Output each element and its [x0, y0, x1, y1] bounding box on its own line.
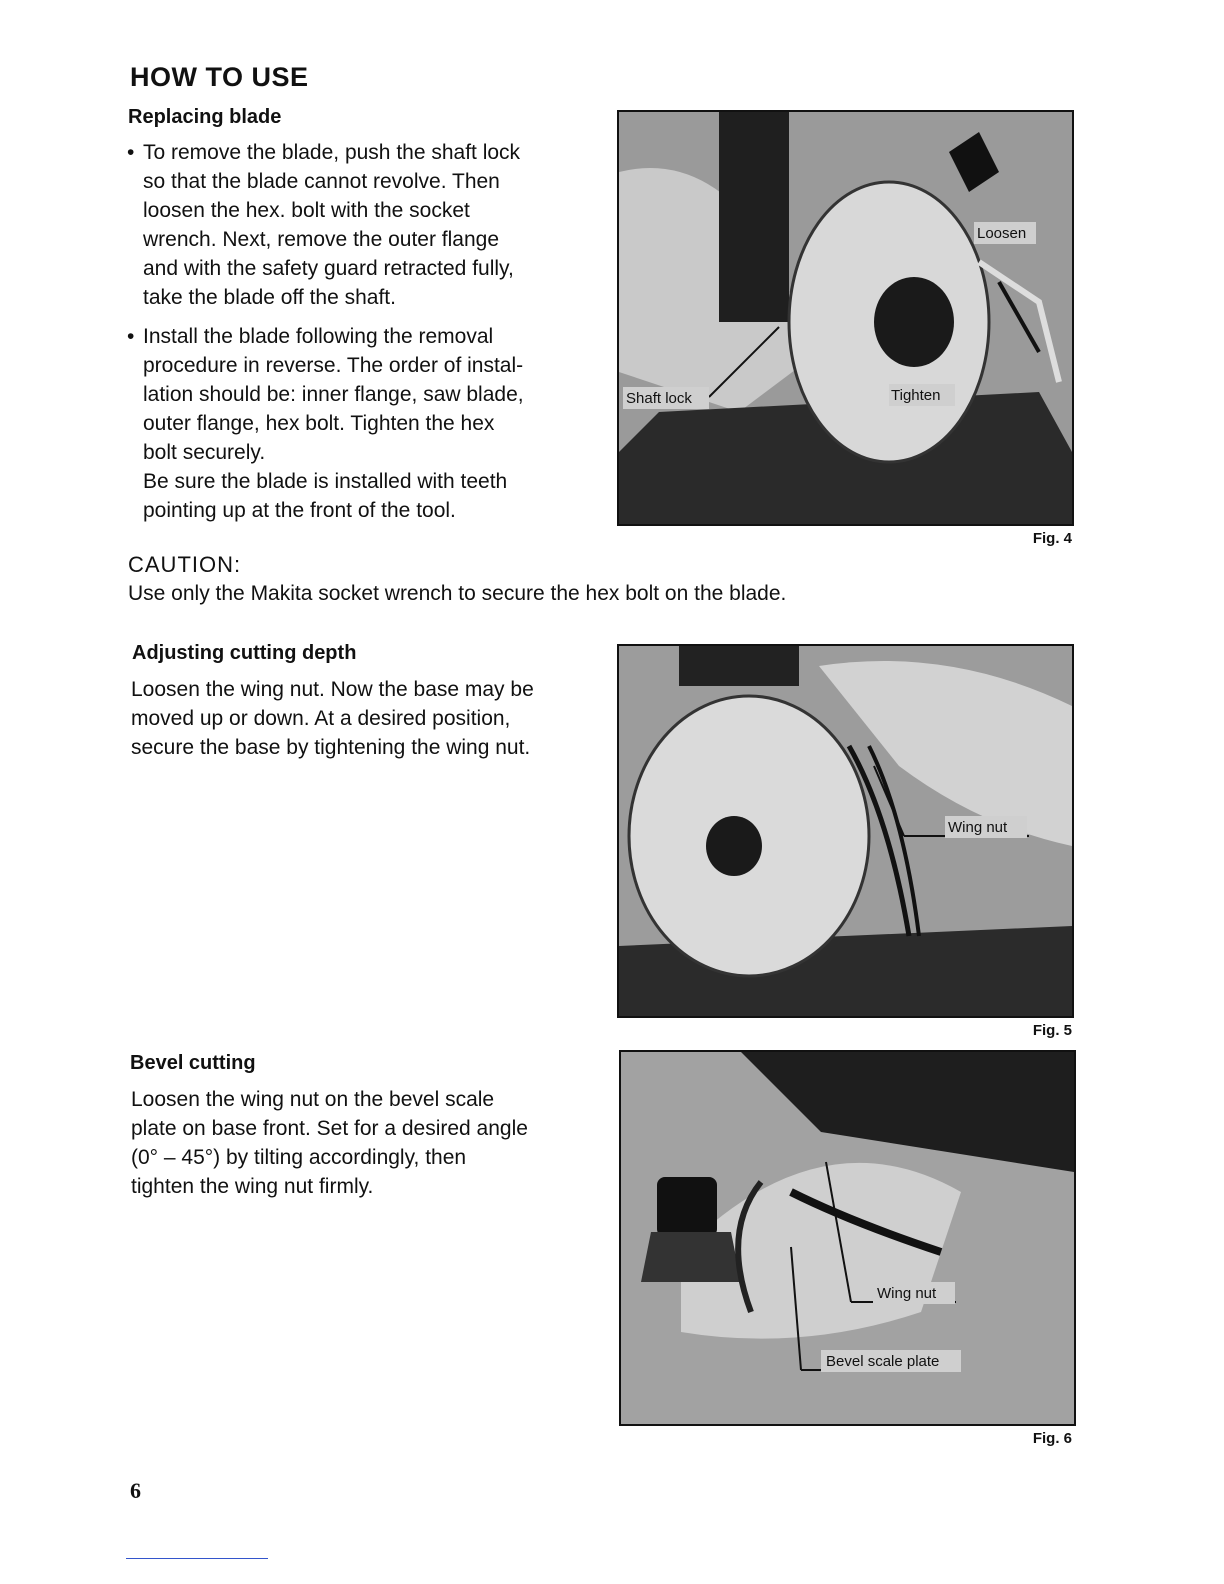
page-number: 6: [130, 1478, 141, 1503]
callout-wing-nut-bevel: Wing nut: [877, 1285, 937, 1302]
caution-text: Use only the Makita socket wrench to secure the hex bolt on the blade.: [128, 582, 787, 605]
page-title: HOW TO USE: [130, 62, 309, 92]
figure-6-photo: [619, 1050, 1076, 1426]
callout-tighten: Tighten: [891, 387, 941, 404]
callout-bevel-scale-plate: Bevel scale plate: [826, 1353, 940, 1370]
callout-shaft-lock: Shaft lock: [626, 390, 692, 407]
figure-4-illustration: [619, 112, 1072, 524]
replacing-blade-heading: Replacing blade: [128, 106, 282, 128]
footer-rule: [126, 1558, 268, 1559]
figure-4-photo: [617, 110, 1074, 526]
callout-loosen: Loosen: [977, 225, 1027, 242]
bevel-cutting-heading: Bevel cutting: [130, 1052, 256, 1074]
figure-5-label: Fig. 5: [1032, 1022, 1072, 1039]
figure-5-photo: [617, 644, 1074, 1018]
bullet-remove-blade: • To remove the blade, push the shaft lock so that the blade cannot revolve. Then loosen the hex. bolt with the socket wrench. Next, remove the outer flange and with the safety guard retracted fully, take the blade off the shaft.: [127, 138, 584, 312]
figure-5-illustration: [619, 646, 1072, 1016]
bevel-cutting-text: Loosen the wing nut on the bevel scale plate on base front. Set for a desired angle (0° – 45°) by tilting accordingly, then tighten the wing nut firmly.: [131, 1088, 528, 1198]
caution-heading: CAUTION:: [128, 552, 242, 577]
figure-6-illustration: [621, 1052, 1074, 1424]
callout-wing-nut: Wing nut: [948, 819, 1008, 836]
figure-6-label: Fig. 6: [1032, 1430, 1072, 1447]
cutting-depth-heading: Adjusting cutting depth: [132, 642, 357, 664]
cutting-depth-text: Loosen the wing nut. Now the base may be moved up or down. At a desired position, secure the base by tightening the wing nut.: [131, 678, 534, 759]
bullet-install-blade: • Install the blade following the removal procedure in reverse. The order of instal- lation should be: inner flange, saw blade, outer flange, hex bolt. Tighten the hex bolt securely. Be sure the blade is installed with teeth pointing up at the front of the tool.: [127, 322, 584, 525]
figure-4-label: Fig. 4: [1032, 530, 1072, 547]
replacing-blade-text: [127, 138, 584, 525]
